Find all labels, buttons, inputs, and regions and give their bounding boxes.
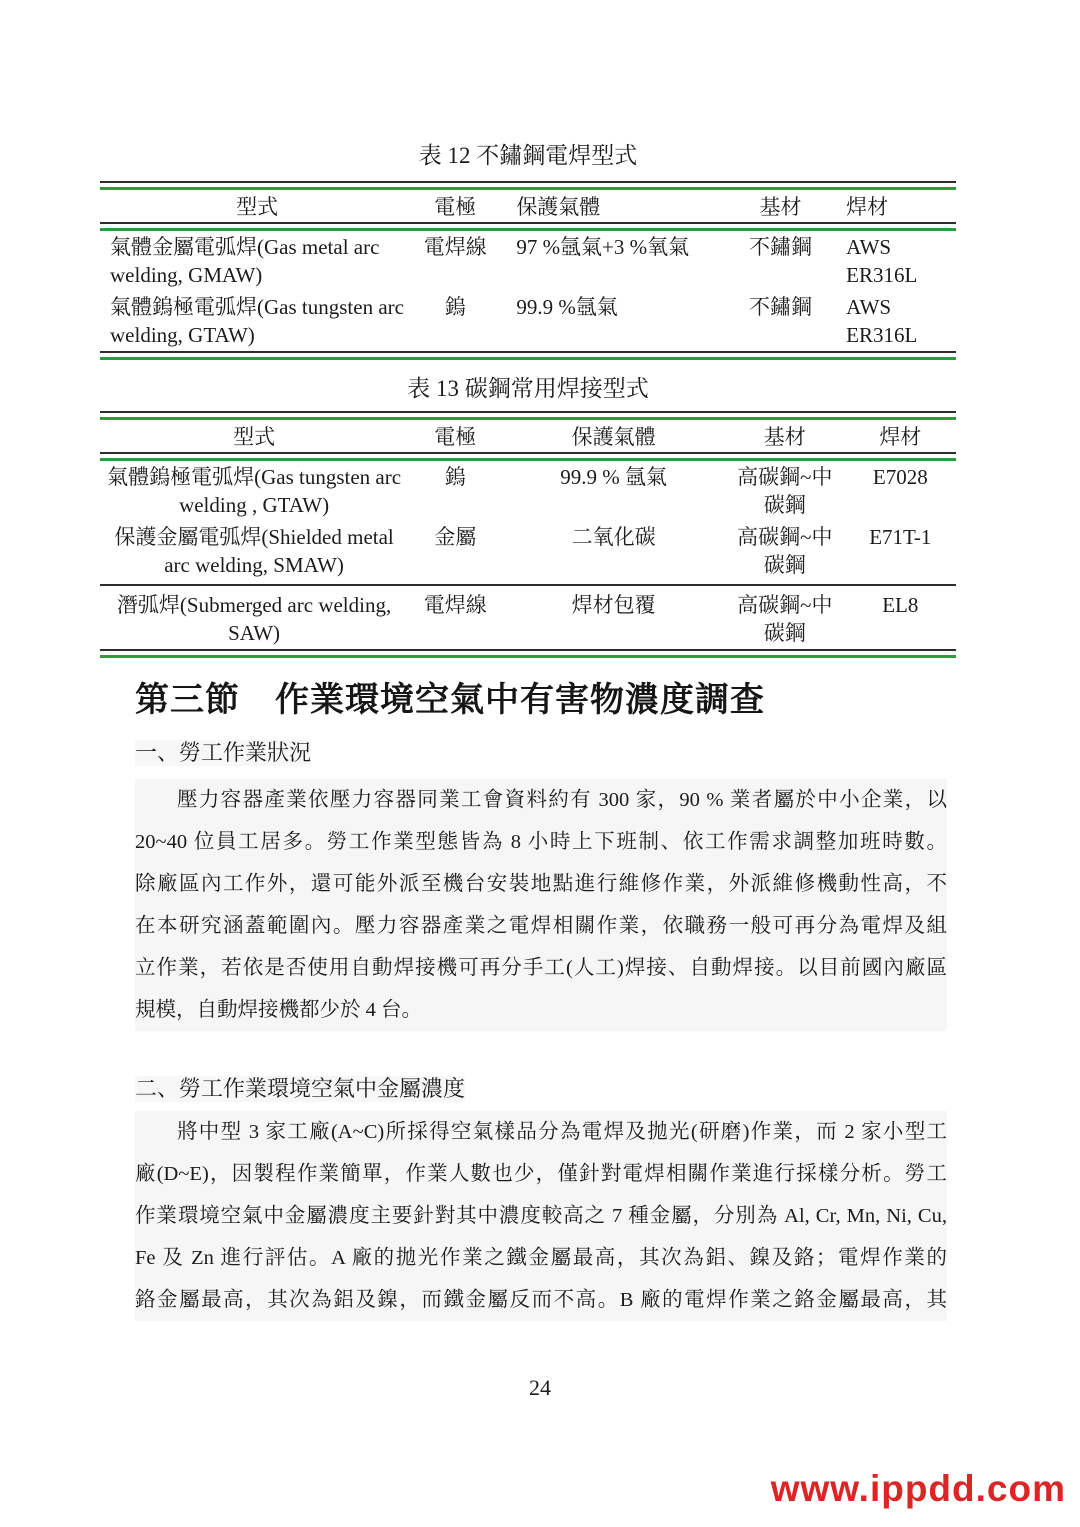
cell-electrode: 鎢 [444,465,466,489]
page-number: 24 [529,1375,551,1400]
column-header-shielding-gas: 保護氣體 [571,425,656,449]
table-row [100,291,956,351]
subsection-1-heading: 一、勞工作業狀況 [135,740,312,765]
cell-base: 高碳鋼~中碳鋼 [737,525,833,577]
cell-type: 氣體鎢極電弧焊(Gas tungsten arc welding , GTAW) [107,465,402,517]
text-line: 20~40 位員工居多。勞工作業型態皆為 8 小時上下班制、依工作需求調整加班時數。 [135,821,947,863]
cell-gas: 97 %氬氣+3 %氧氣 [516,235,690,259]
text-line: 立作業，若依是否使用自動焊接機可再分手工(人工)焊接、自動焊接。以目前國內廠區 [135,947,947,989]
cell-gas: 99.9 %氬氣 [516,295,618,319]
text-line: 在本研究涵蓋範圍內。壓力容器產業之電焊相關作業，依職務一般可再分為電焊及組 [135,905,947,947]
column-header-electrode: 電極 [434,425,477,449]
cell-filler: E7028 [872,465,928,489]
table12-header-row [100,190,956,222]
paragraph-2 [135,1111,947,1321]
cell-gas: 二氧化碳 [571,525,656,549]
cell-type: 氣體金屬電弧焊(Gas metal arc welding, GMAW) [110,235,380,287]
table13-caption: 表 13 碳鋼常用焊接型式 [407,376,649,401]
table13-bottom-rule [100,649,956,658]
cell-electrode: 電焊線 [423,593,487,617]
table12 [100,181,956,360]
subsection-2-heading: 二、勞工作業環境空氣中金屬濃度 [135,1076,466,1101]
section-title: 第三節 作業環境空氣中有害物濃度調查 [135,682,765,719]
column-header-base-metal: 基材 [763,425,806,449]
column-header-type: 型式 [236,195,279,219]
text-line: 廠(D~E)，因製程作業簡單，作業人數也少，僅針對電焊相關作業進行採樣分析。勞工 [135,1153,947,1195]
cell-electrode: 鎢 [444,295,466,319]
table13-top-rule [100,411,956,420]
table13-header-row [100,420,956,452]
watermark-text: www.ippdd.com [770,1468,1066,1509]
cell-base: 高碳鋼~中碳鋼 [737,465,833,517]
cell-electrode: 金屬 [434,525,477,549]
column-header-base-metal: 基材 [759,195,802,219]
table13 [100,411,956,658]
cell-gas: 99.9 % 氬氣 [560,465,667,489]
table-row [100,231,956,291]
table12-top-rule [100,181,956,190]
text-line: 鉻金屬最高，其次為鋁及鎳，而鐵金屬反而不高。B 廠的電焊作業之鉻金屬最高，其 [135,1279,947,1321]
cell-filler: E71T-1 [869,525,932,549]
table-row [100,461,956,521]
cell-base: 高碳鋼~中碳鋼 [737,593,833,645]
table13-row-separator [100,584,956,586]
column-header-filler: 焊材 [879,425,922,449]
cell-gas: 焊材包覆 [571,593,656,617]
text-line: 除廠區內工作外，還可能外派至機台安裝地點進行維修作業，外派維修機動性高，不 [135,863,947,905]
cell-filler: AWS ER316L [846,235,918,287]
cell-electrode: 電焊線 [423,235,487,259]
cell-filler: EL8 [882,593,919,617]
table12-header-rule [100,222,956,231]
text-line: 將中型 3 家工廠(A~C)所採得空氣樣品分為電焊及拋光(研磨)作業，而 2 家小型工 [135,1111,947,1153]
table12-bottom-rule [100,351,956,360]
cell-filler: AWS ER316L [846,295,918,347]
table13-header-rule [100,452,956,461]
column-header-type: 型式 [233,425,276,449]
text-line: 作業環境空氣中金屬濃度主要針對其中濃度較高之 7 種金屬，分別為 Al, Cr, Mn, Ni, Cu, [135,1195,947,1237]
cell-type: 潛弧焊(Submerged arc welding, SAW) [116,593,392,645]
column-header-filler: 焊材 [846,195,889,219]
table-row [100,589,956,649]
text-line: 壓力容器產業依壓力容器同業工會資料約有 300 家，90 % 業者屬於中小企業，以 [135,779,947,821]
text-line: 規模，自動焊接機都少於 4 台。 [135,989,947,1031]
table12-caption: 表 12 不鏽鋼電焊型式 [418,143,638,168]
cell-base: 不鏽鋼 [748,295,812,319]
cell-base: 不鏽鋼 [748,235,812,259]
text-line: Fe 及 Zn 進行評估。A 廠的拋光作業之鐵金屬最高，其次為鋁、鎳及鉻；電焊作業的 [135,1237,947,1279]
table-row [100,521,956,581]
paragraph-1 [135,779,947,1031]
column-header-shielding-gas: 保護氣體 [516,195,601,219]
cell-type: 保護金屬電弧焊(Shielded metal arc welding, SMAW) [114,525,394,577]
cell-type: 氣體鎢極電弧焊(Gas tungsten arc welding, GTAW) [110,295,404,347]
column-header-electrode: 電極 [434,195,477,219]
